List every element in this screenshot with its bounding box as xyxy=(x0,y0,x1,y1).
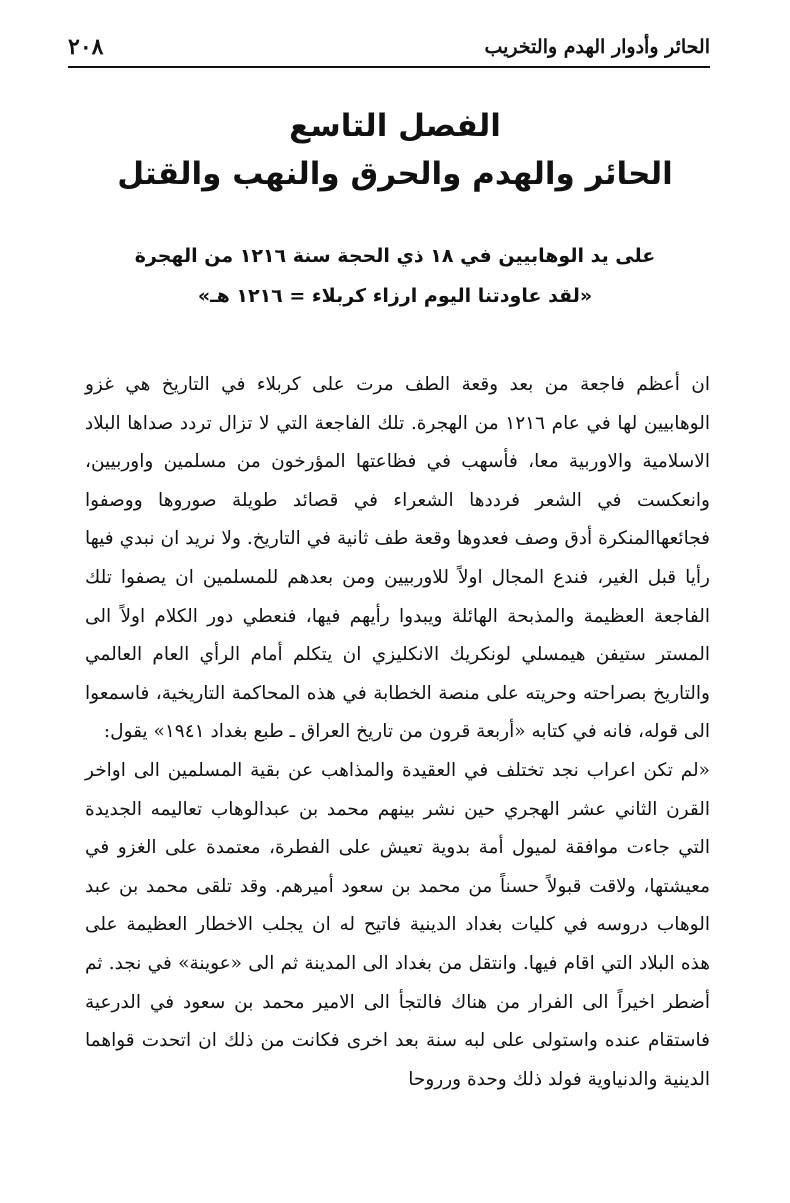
chapter-subtitle: الحائر والهدم والحرق والنهب والقتل xyxy=(117,156,673,192)
running-header-title: الحائر وأدوار الهدم والتخريب xyxy=(484,36,710,58)
body-paragraph-2: «لم تكن اعراب نجد تختلف في العقيدة والمذاهب عن بقية المسلمين الى اواخر القرن الثاني عشر الهجري حين نشر بينهم محمد بن عبدالوهاب تعاليمه الجديدة التي جاءت موافقة لميول أمة بدوية تعيش على الفطرة، معتمدة على الغزو في معيشتها، ولاقت قبولاً حسناً من محمد بن سعود أميرهم. وقد تلقى محمد بن عبد الوهاب دروسه في كليات بغداد الدينية فاتيح له ان يجلب الاخطار العظيمة على هذه البلاد التي اقام فيها. وانتقل من بغداد الى المدينة ثم الى «عوينة» في نجد. ثم أضطر اخيراً الى الفرار من هناك فالتجأ الى الامير محمد بن سعود في الدرعية فاستقام عنده واستولى على لبه سنة بعد اخرى فكانت من ذلك ان اتحدت قواهما الدينية والدنياوية فولد ذلك وحدة ورروحا xyxy=(85,759,710,1090)
intro-line-date: على يد الوهابيين في ١٨ ذي الحجة سنة ١٢١٦ من الهجرة xyxy=(134,245,656,267)
intro-line-quote: «لقد عاودتنا اليوم ارزاء كربلاء = ١٢١٦ هـ» xyxy=(197,285,593,307)
running-header xyxy=(68,30,710,68)
body-paragraph-1: ان أعظم فاجعة من بعد وقعة الطف مرت على كربلاء في التاريخ هي غزو الوهابيين لها في عام ١٢١٦ من الهجرة. تلك الفاجعة التي لا تزال تردد صداها البلاد الاسلامية والاوربية معا، فأسهب في فظاعتها المؤرخون من مسلمين واوربيين، وانعكست في الشعر فرددها الشعراء في قصائد طويلة صوروها ووصفوا فجائعهاالمنكرة أدق وصف فعدوها وقعة طف ثانية في التاريخ. ولا نريد ان نبدي فيها رأيا قبل الغير، فندع المجال اولاً للاوربيين ومن بعدهم للمسلمين ان يصفوا تلك الفاجعة العظيمة والمذبحة الهائلة ويبدوا رأيهم فيها، فنعطي دور الكلام اولاً الى المستر ستيفن هيمسلي لونكريك الانكليزي ان يتكلم أمام الرأي العام العالمي والتاريخ بصراحته وحريته على منصة الخطابة في هذه المحاكمة التاريخية، فاسمعوا الى قوله، فانه في كتابه «أربعة قرون من تاريخ العراق ـ طبع بغداد ١٩٤١» يقول: xyxy=(85,374,710,743)
chapter-heading xyxy=(0,102,790,198)
chapter-title: الفصل التاسع xyxy=(289,108,501,144)
body-text xyxy=(85,366,710,1099)
chapter-intro xyxy=(0,236,790,316)
page-number: ٢٠٨ xyxy=(68,34,104,60)
